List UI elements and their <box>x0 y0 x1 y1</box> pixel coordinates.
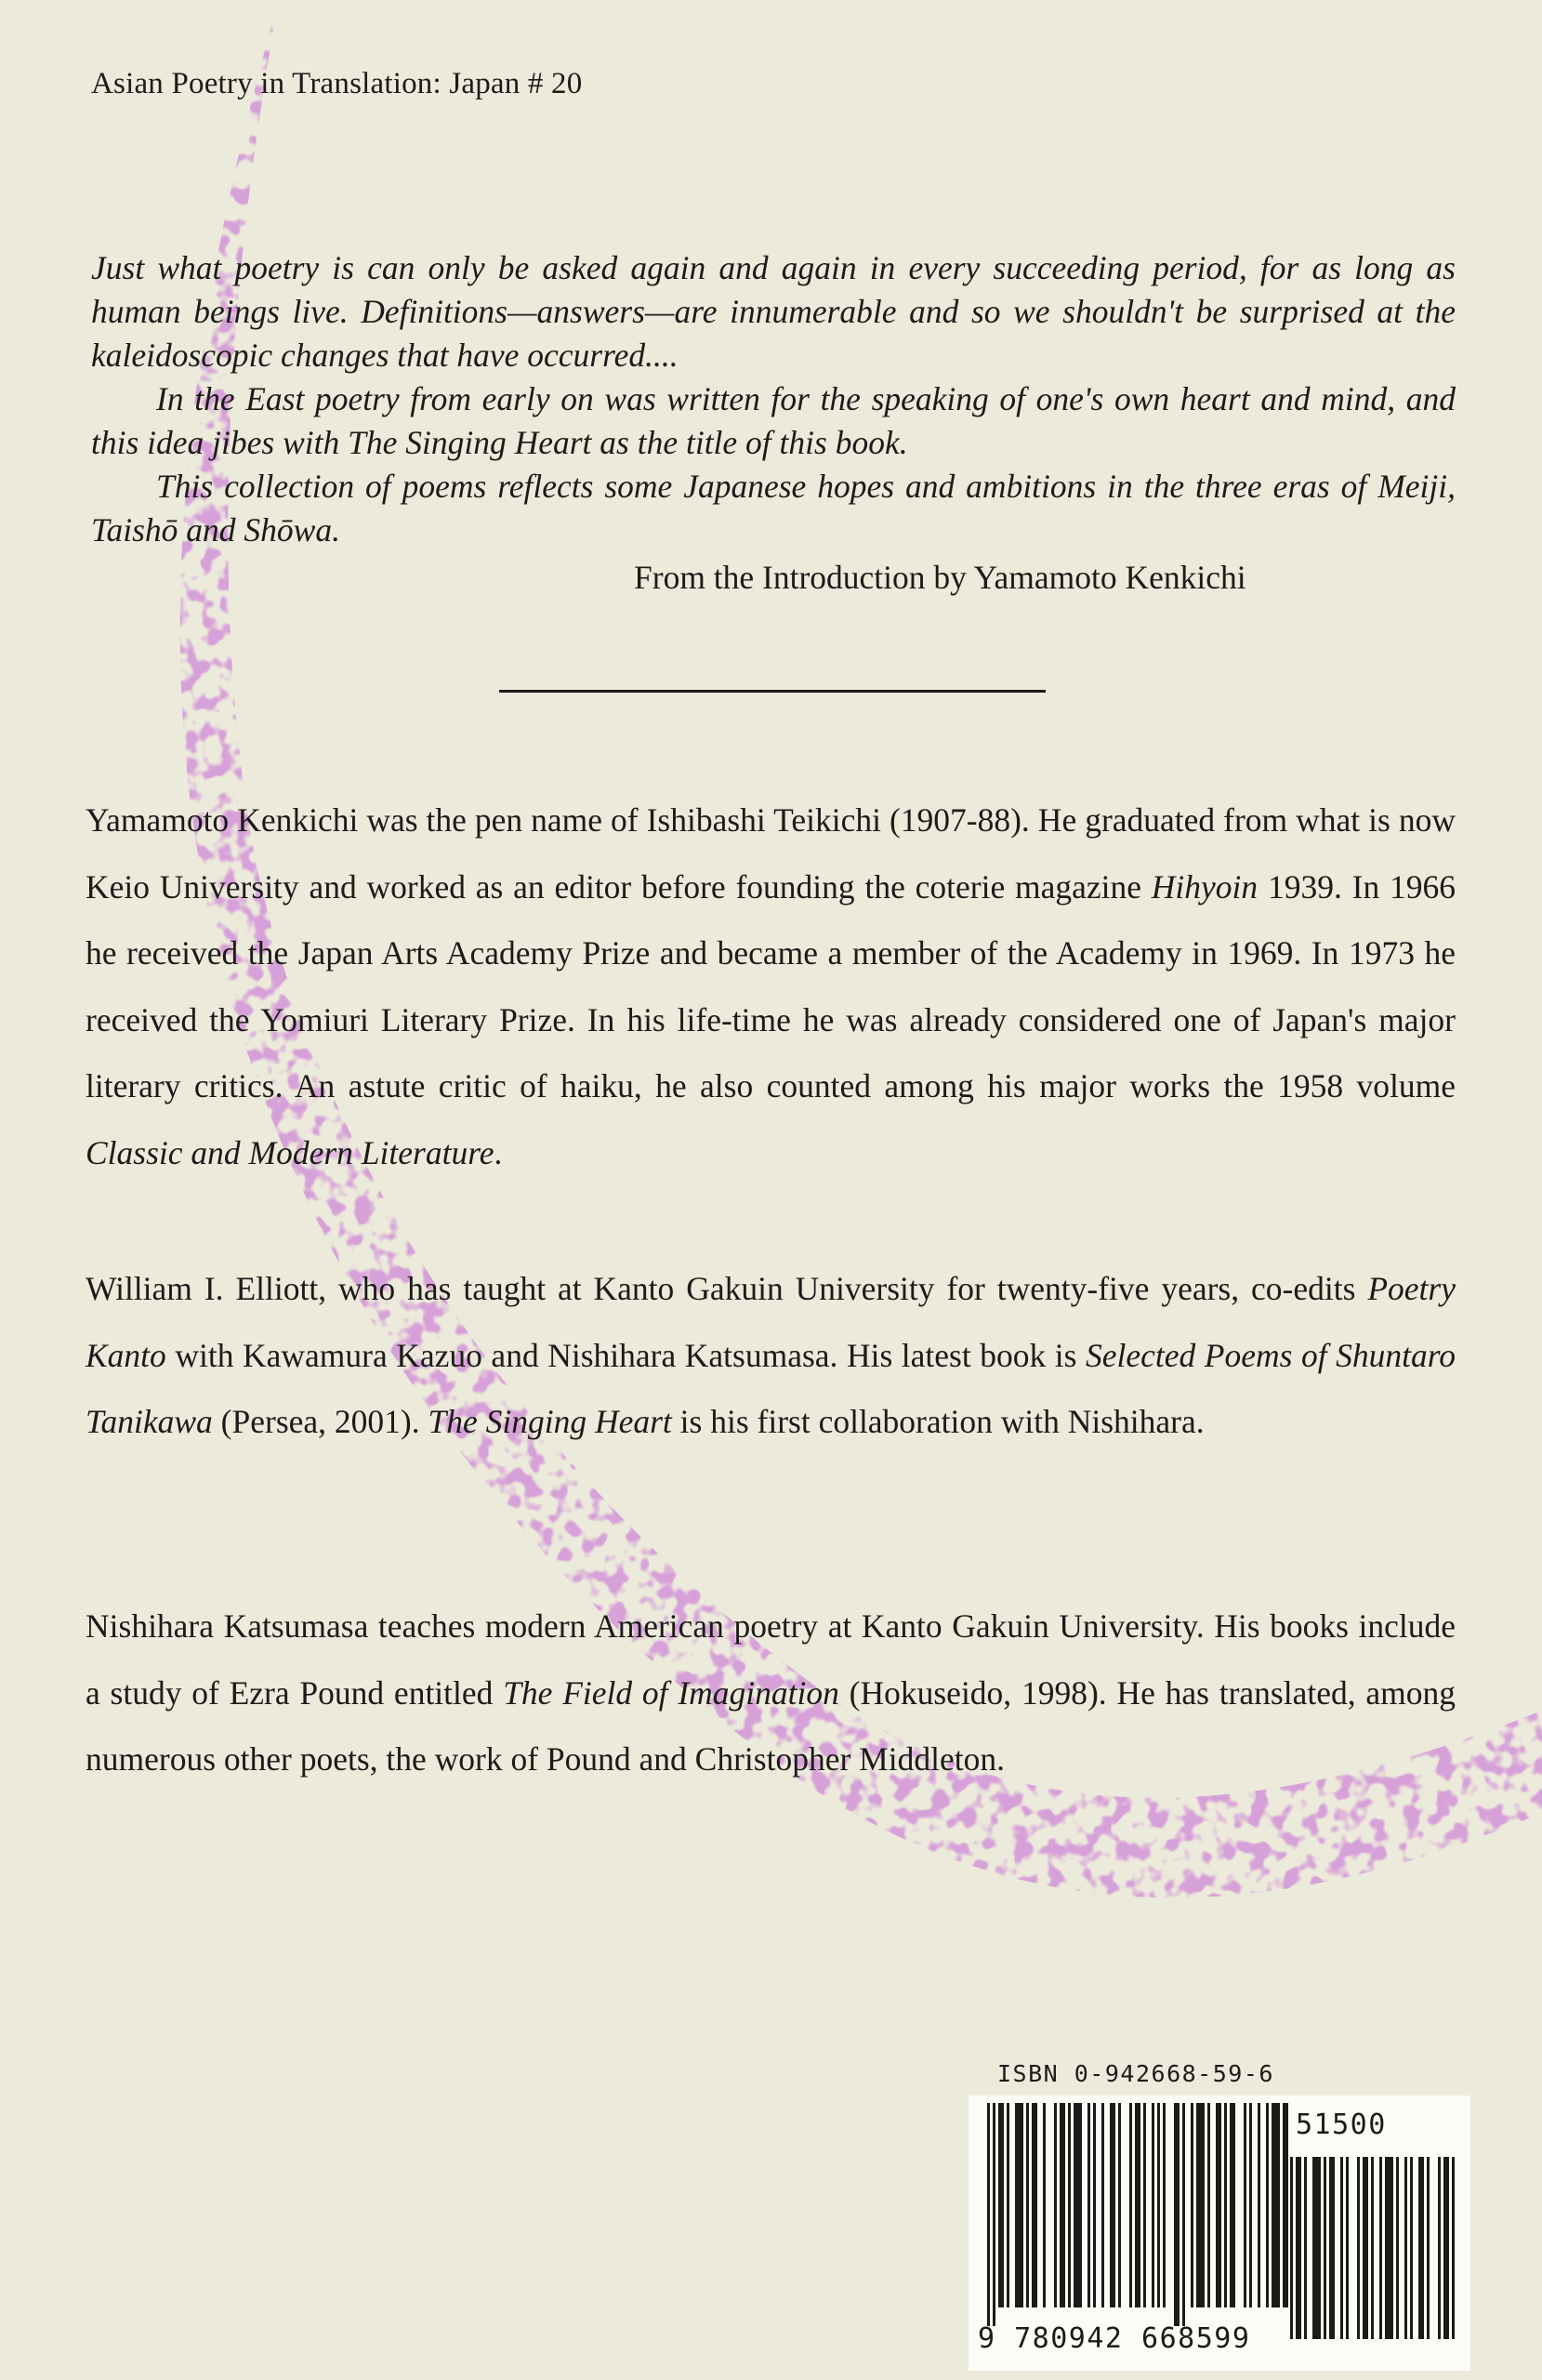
barcode-bar <box>1101 2103 1104 2307</box>
isbn-label: ISBN 0-942668-59-6 <box>997 2060 1274 2087</box>
barcode-bar <box>1290 2157 1293 2339</box>
barcode-bar <box>1340 2157 1343 2339</box>
ean-digits: 9 780942 668599 <box>978 2322 1251 2355</box>
barcode-block <box>969 2096 1470 2371</box>
barcode-bar <box>987 2103 990 2326</box>
barcode-bar <box>1087 2103 1090 2307</box>
translator-bio-elliott <box>86 1256 1456 1456</box>
barcode-bar <box>1379 2157 1382 2339</box>
barcode-bar <box>1283 2103 1288 2307</box>
barcode-bar <box>993 2103 995 2326</box>
barcode-bar <box>1230 2103 1235 2307</box>
barcode-bar <box>1249 2103 1252 2307</box>
barcode-bar <box>1244 2103 1246 2307</box>
book-title: Hihyoin <box>1151 867 1259 906</box>
intro-attribution: From the Introduction by Yamamoto Kenkichi <box>634 559 1246 596</box>
barcode-bar <box>1032 2103 1037 2307</box>
barcode-bar <box>1163 2103 1166 2307</box>
barcode-bar <box>1357 2157 1360 2339</box>
barcode-bar <box>1216 2103 1221 2307</box>
barcode-bar <box>1110 2103 1115 2307</box>
barcode-bar <box>1312 2157 1321 2339</box>
book-title: The Field of Imagination <box>503 1673 839 1712</box>
intro-paragraph: In the East poetry from early on was written for the speaking of one's own heart and mind, and this idea jibes with The Singing Heart as the title of this book. <box>91 380 1456 461</box>
introduction-excerpt <box>91 246 1456 552</box>
barcode-bar <box>1404 2157 1407 2339</box>
barcode-bar <box>1074 2103 1082 2307</box>
barcode-bar <box>1191 2103 1193 2307</box>
barcode-bar <box>1418 2157 1424 2339</box>
barcode-bar <box>1346 2157 1349 2339</box>
book-title: Poetry Kanto <box>86 1270 1456 1374</box>
divider <box>499 690 1046 693</box>
intro-paragraph: Just what poetry is can only be asked again and again in every succeeding period, for as long as human beings live. Definitions—answers—are innumerable and so we shouldn't be surprised at the kaleidoscopic changes that have occurred.... <box>91 249 1456 374</box>
barcode-bar <box>1182 2103 1185 2326</box>
barcode-bar <box>1015 2103 1023 2307</box>
translator-bio-nishihara <box>86 1593 1456 1793</box>
price-addon-digits: 51500 <box>1296 2109 1387 2141</box>
barcode-bar <box>1054 2103 1057 2307</box>
book-title: Selected Poems of Shuntaro Tanikawa <box>86 1336 1456 1440</box>
barcode-bar <box>1427 2157 1430 2339</box>
barcode-bar <box>1207 2103 1210 2307</box>
barcode-bar <box>1093 2103 1096 2307</box>
barcode-bar <box>1438 2157 1441 2339</box>
barcode-bar <box>1068 2103 1071 2307</box>
author-bio-yamamoto <box>86 787 1456 1186</box>
barcode-bar <box>1143 2103 1146 2307</box>
barcode-bar <box>1443 2157 1449 2339</box>
barcode-bar <box>1174 2103 1180 2326</box>
barcode-bar <box>1385 2157 1393 2339</box>
barcode-bar <box>1329 2157 1335 2339</box>
barcode-bar <box>1296 2157 1301 2339</box>
bio-text: (Hokuseido, 1998). He has translated, among numerous other poets, the work of Pound and Christopher Middleton. <box>86 1673 1456 1778</box>
barcode-bar <box>1118 2103 1121 2307</box>
barcode-bar <box>1363 2157 1368 2339</box>
barcode-bar <box>1410 2157 1413 2339</box>
barcode-bar <box>1371 2157 1374 2339</box>
addon-barcode <box>1290 2157 1457 2339</box>
barcode-bar <box>998 2103 1004 2307</box>
bio-text: William I. Elliott, who has taught at Kanto Gakuin University for twenty-five years, co-edits <box>86 1270 1368 1307</box>
bio-text: (Persea, 2001). <box>212 1403 428 1440</box>
intro-paragraph: This collection of poems reflects some Japanese hopes and ambitions in the three eras of Meiji, Taishō and Shōwa. <box>91 468 1456 549</box>
book-title: Classic and Modern Literature <box>86 1133 494 1171</box>
barcode-bar <box>1026 2103 1029 2307</box>
barcode-bar <box>1324 2157 1326 2339</box>
barcode-bar <box>1135 2103 1140 2307</box>
barcode-bar <box>1152 2103 1154 2307</box>
barcode-bar <box>1396 2157 1399 2339</box>
bio-text: 1939. In 1966 he received the Japan Arts Academy Prize and became a member of the Academy in 1969. In 1973 he received the Yomiuri Literary Prize. In his life-time he was already considered one of Japan's major literary critics. An astute critic of haiku, he also counted among his major works the 1958 volume <box>86 867 1456 1104</box>
barcode-bar <box>1060 2103 1065 2307</box>
barcode-bar <box>1258 2103 1260 2307</box>
bio-text: Nishihara Katsumasa teaches modern American poetry at Kanto Gakuin University. His books include a study of Ezra Pound entitled <box>86 1607 1456 1712</box>
barcode-bar <box>1157 2103 1160 2307</box>
bio-text: with Kawamura Kazuo and Nishihara Katsumasa. His latest book is <box>165 1336 1087 1374</box>
barcode-bar <box>1129 2103 1132 2307</box>
barcode-bar <box>1224 2103 1227 2307</box>
series-title: Asian Poetry in Translation: Japan # 20 <box>91 67 583 100</box>
book-title: The Singing Heart <box>428 1403 672 1440</box>
barcode-bar <box>1452 2157 1455 2339</box>
barcode-bar <box>1043 2103 1046 2307</box>
bio-text: . <box>494 1133 503 1171</box>
barcode-bar <box>1304 2157 1307 2339</box>
ean-barcode <box>987 2103 1290 2326</box>
barcode-bar <box>1272 2103 1280 2307</box>
barcode-bar <box>1007 2103 1009 2307</box>
bio-text: Yamamoto Kenkichi was the pen name of Ishibashi Teikichi (1907-88). He graduated from what is now Keio University and worked as an editor before founding the coterie magazine <box>86 801 1456 906</box>
barcode-bar <box>1196 2103 1205 2307</box>
bio-text: is his first collaboration with Nishihara. <box>671 1403 1205 1440</box>
barcode-bar <box>1266 2103 1269 2307</box>
